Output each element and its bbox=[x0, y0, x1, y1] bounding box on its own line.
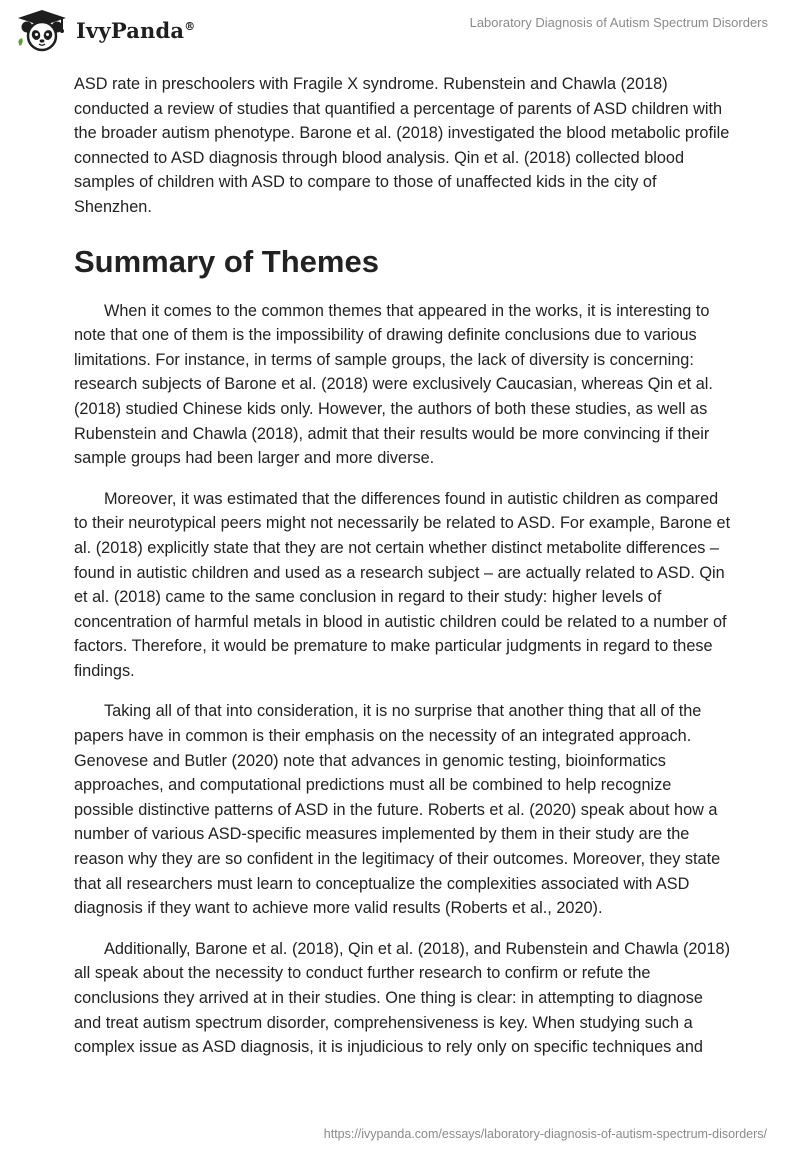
essay-body bbox=[74, 72, 734, 1076]
document-title: Laboratory Diagnosis of Autism Spectrum Disorders bbox=[469, 15, 768, 30]
body-paragraph: Moreover, it was estimated that the differences found in autistic children as compared to their neurotypical peers might not necessarily be related to ASD. For example, Barone et al. (2018) explicitly state that they are not certain whether distinct metabolite differences – found in autistic children and used as a research subject – are actually related to ASD. Qin et al. (2018) came to the same conclusion in regard to their study: higher levels of concentration of harmful metals in blood in autistic children could be related to a number of factors. Therefore, it would be premature to make particular judgments in regard to these findings. bbox=[74, 489, 731, 680]
page-header bbox=[0, 0, 800, 62]
section-heading: Summary of Themes bbox=[74, 243, 379, 279]
body-paragraph: When it comes to the common themes that appeared in the works, it is interesting to note that one of them is the impossibility of drawing definite conclusions due to various limitations. For instance, in terms of sample groups, the lack of diversity is concerning: research subjects of Barone et al. (2018) were exclusively Caucasian, whereas Qin et al. (2018) studied Chinese kids only. However, the authors of both these studies, as well as Rubenstein and Chawla (2018), admit that their results would be more convincing if their sample groups had been larger and more diverse. bbox=[74, 301, 713, 468]
panda-graduate-icon bbox=[14, 8, 70, 52]
intro-paragraph: ASD rate in preschoolers with Fragile X syndrome. Rubenstein and Chawla (2018) conducted a review of studies that quantified a percentage of parents of ASD children with the broader autism phenotype. Barone et al. (2018) investigated the blood metabolic profile connected to ASD diagnosis through blood analysis. Qin et al. (2018) collected blood samples of children with ASD to compare to those of unaffected kids in the city of Shenzhen. bbox=[74, 75, 730, 216]
source-url-link[interactable]: https://ivypanda.com/essays/laboratory-diagnosis-of-autism-spectrum-disorders/ bbox=[323, 1127, 767, 1141]
body-paragraph: Additionally, Barone et al. (2018), Qin et al. (2018), and Rubenstein and Chawla (2018) all speak about the necessity to conduct further research to confirm or refute the conclusions they arrived at in their studies. One thing is clear: in attempting to diagnose and treat autism spectrum disorder, comprehensiveness is key. When studying such a complex issue as ASD diagnosis, it is injudicious to rely only on specific techniques and bbox=[74, 939, 731, 1057]
body-paragraph: Taking all of that into consideration, it is no surprise that another thing that all of the papers have in common is their emphasis on the necessity of an integrated approach. Genovese and Butler (2020) note that advances in genomic testing, bioinformatics approaches, and computational predictions must all be combined to help recognize possible distinctive patterns of ASD in the future. Roberts et al. (2020) speak about how a number of various ASD-specific measures implemented by them in their study are the reason why they are so confident in the legitimacy of their outcomes. Moreover, they state that all researchers must learn to conceptualize the complexities associated with ASD diagnosis if they want to achieve more valid results (Roberts et al., 2020). bbox=[74, 702, 721, 918]
ivypanda-logo[interactable] bbox=[14, 8, 195, 52]
logo-wordmark: IvyPanda® bbox=[76, 17, 196, 43]
